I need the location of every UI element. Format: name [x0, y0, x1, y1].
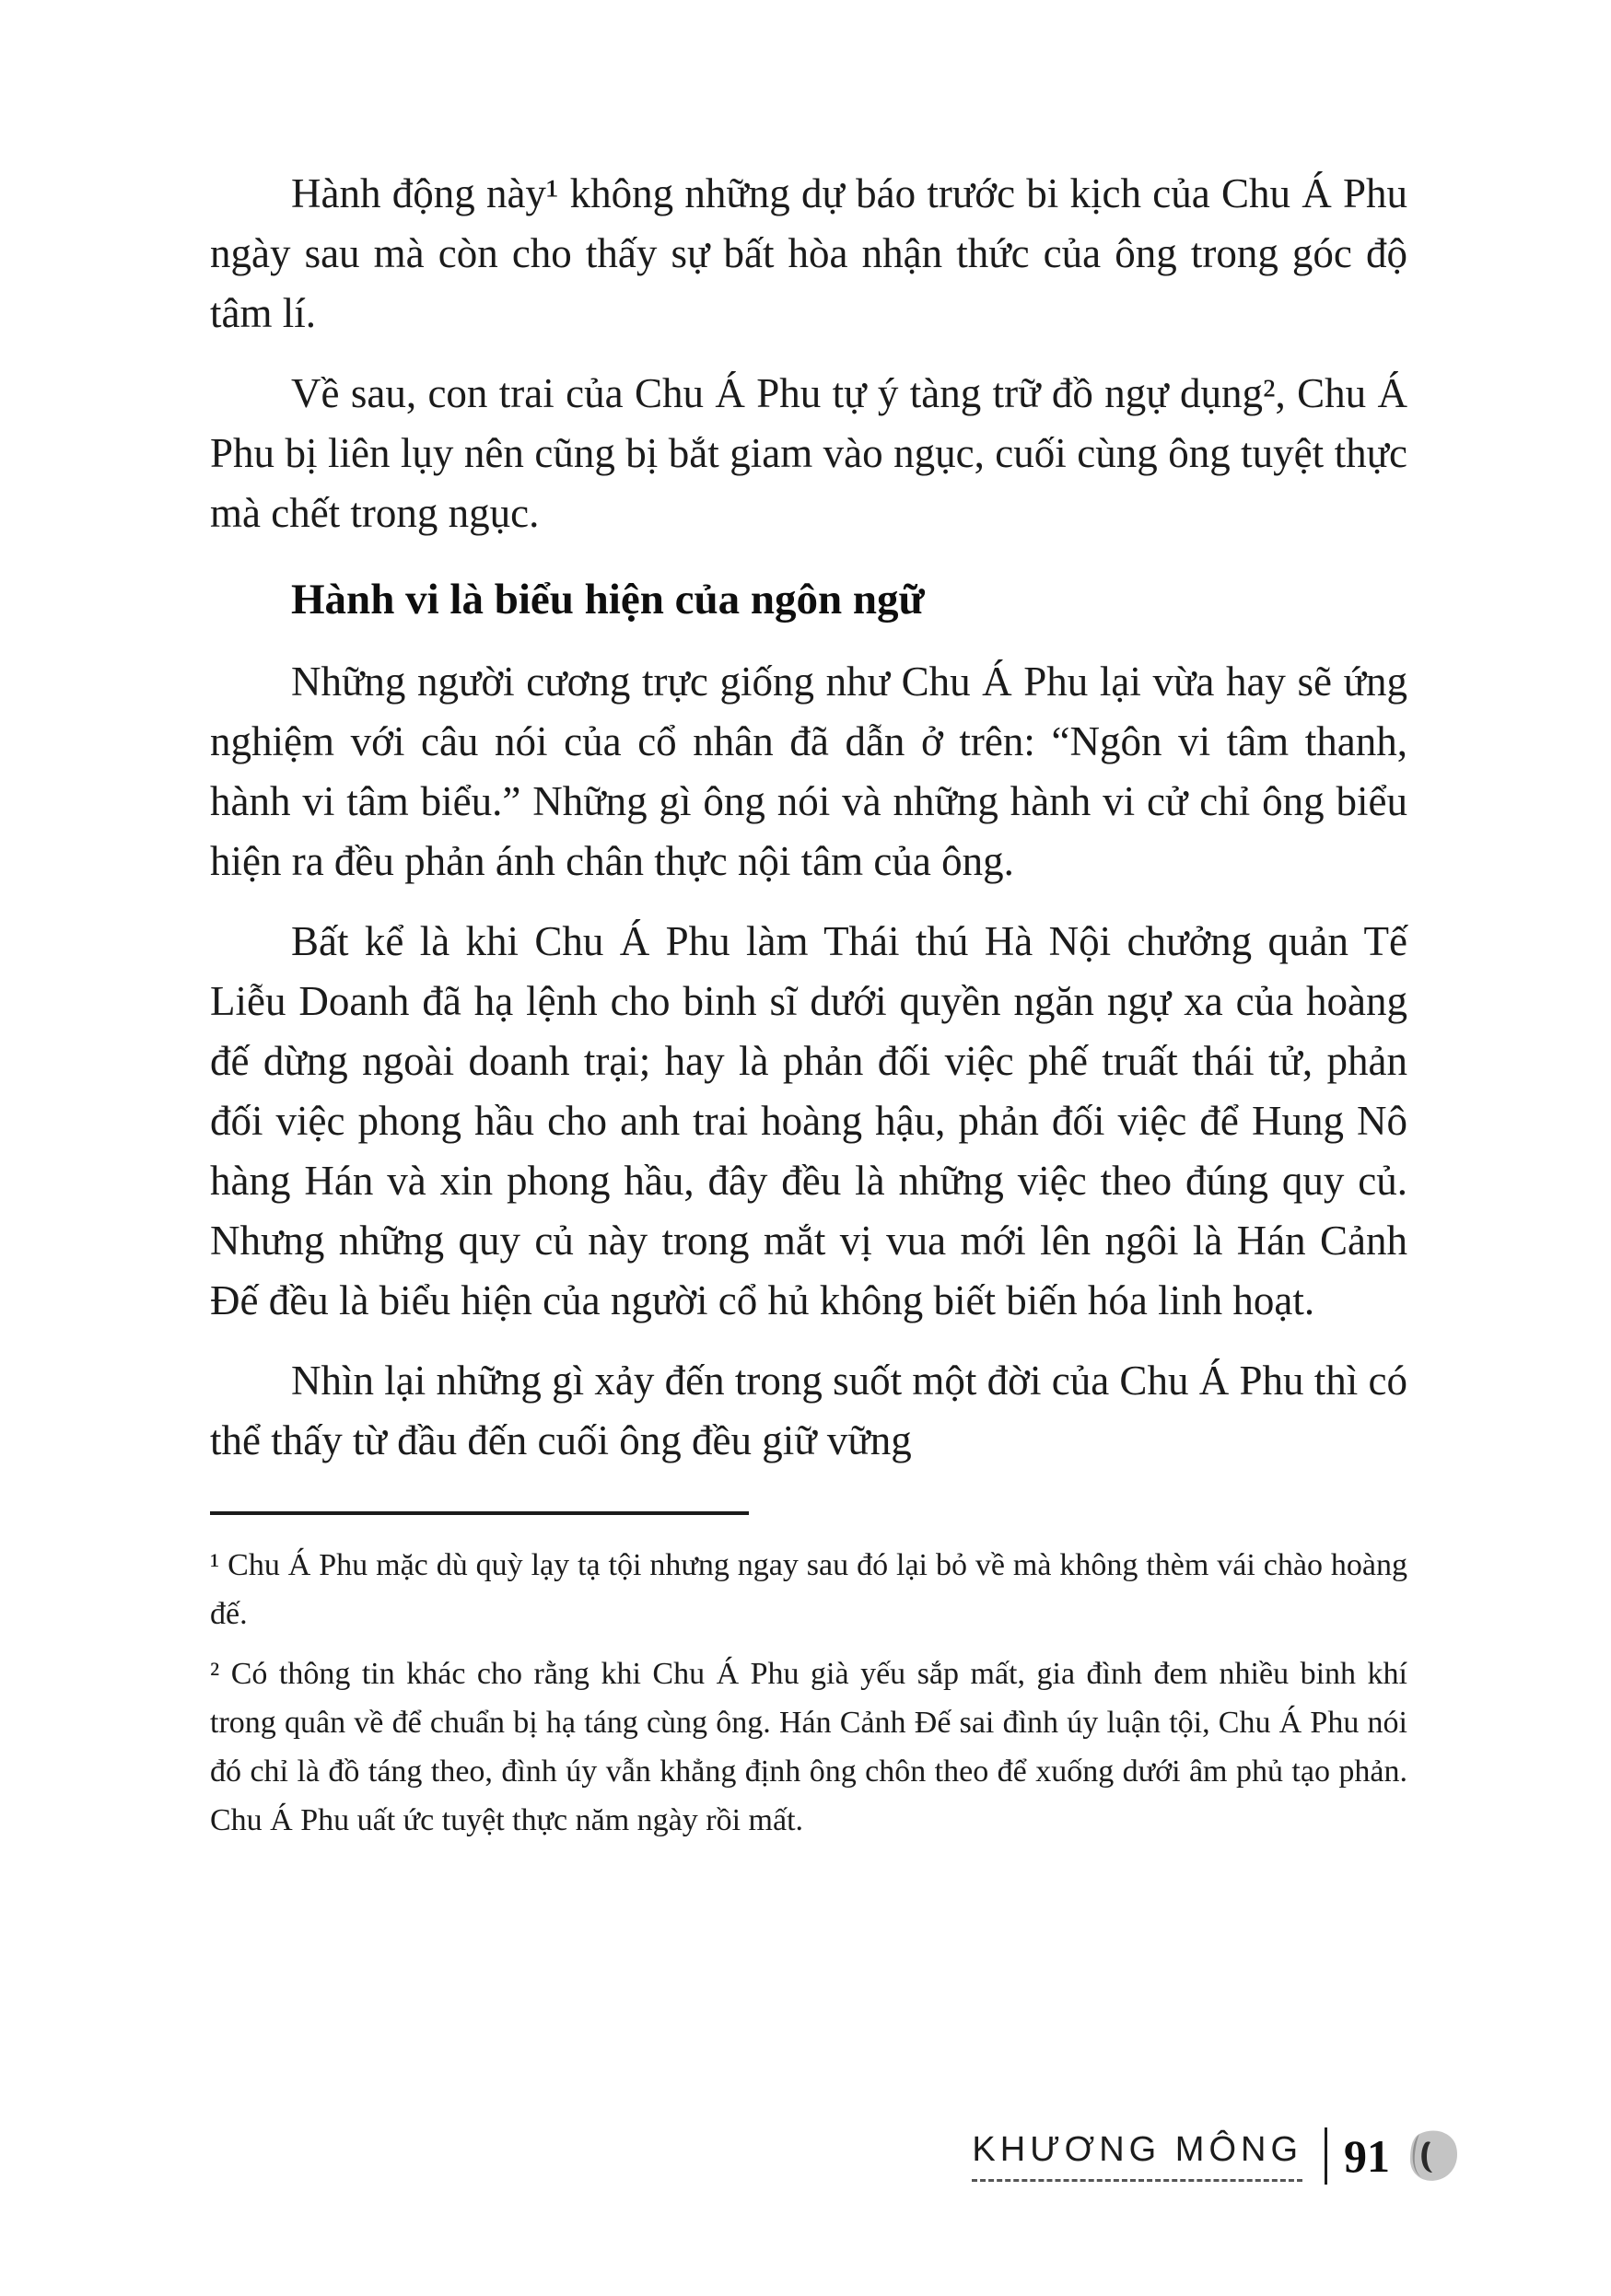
paragraph: Về sau, con trai của Chu Á Phu tự ý tàng trữ đồ ngự dụng², Chu Á Phu bị liên lụy nên cũng bị bắt giam vào ngục, cuối cùng ông tuyệt thực mà chết trong ngục.: [210, 370, 1407, 536]
page-number: 91: [1344, 2130, 1390, 2182]
paragraph: Hành động này¹ không những dự báo trước bi kịch của Chu Á Phu ngày sau mà còn cho thấy sự bất hòa nhận thức của ông trong góc độ tâm lí.: [210, 170, 1407, 336]
footnote-divider: [210, 1511, 749, 1515]
section-heading: Hành vi là biểu hiện của ngôn ngữ: [291, 576, 925, 624]
publisher-logo-icon: [1403, 2127, 1462, 2185]
footnote: ¹ Chu Á Phu mặc dù quỳ lạy tạ tội nhưng ngay sau đó lại bỏ về mà không thèm vái chào hoàng đế.: [210, 1548, 1407, 1631]
page-footer: [972, 2127, 1462, 2185]
paragraph: Bất kể là khi Chu Á Phu làm Thái thú Hà Nội chưởng quản Tế Liễu Doanh đã hạ lệnh cho binh sĩ dưới quyền ngăn ngự xa của hoàng đế dừng ngoài doanh trại; hay là phản đối việc phế truất thái tử, phản đối việc phong hầu cho anh trai hoàng hậu, phản đối việc để Hung Nô hàng Hán và xin phong hầu, đây đều là những việc theo đúng quy củ. Nhưng những quy củ này trong mắt vị vua mới lên ngôi là Hán Cảnh Đế đều là biểu hiện của người cổ hủ không biết biến hóa linh hoạt.: [210, 918, 1407, 1323]
footer-divider: [1325, 2127, 1327, 2185]
running-header-author: KHƯƠNG MÔNG: [972, 2130, 1302, 2182]
page-body: [210, 164, 1407, 1856]
paragraph: Nhìn lại những gì xảy đến trong suốt một đời của Chu Á Phu thì có thể thấy từ đầu đến cuối ông đều giữ vững: [210, 1358, 1407, 1463]
paragraph: Những người cương trực giống như Chu Á Phu lại vừa hay sẽ ứng nghiệm với câu nói của cổ nhân đã dẫn ở trên: “Ngôn vi tâm thanh, hành vi tâm biểu.” Những gì ông nói và những hành vi cử chỉ ông biểu hiện ra đều phản ánh chân thực nội tâm của ông.: [210, 658, 1407, 884]
footnote: ² Có thông tin khác cho rằng khi Chu Á Phu già yếu sắp mất, gia đình đem nhiều binh khí trong quân về để chuẩn bị hạ táng cùng ông. Hán Cảnh Đế sai đình úy luận tội, Chu Á Phu nói đó chỉ là đồ táng theo, đình úy vẫn khẳng định ông chôn theo để xuống dưới âm phủ tạo phản. Chu Á Phu uất ức tuyệt thực năm ngày rồi mất.: [210, 1657, 1407, 1837]
